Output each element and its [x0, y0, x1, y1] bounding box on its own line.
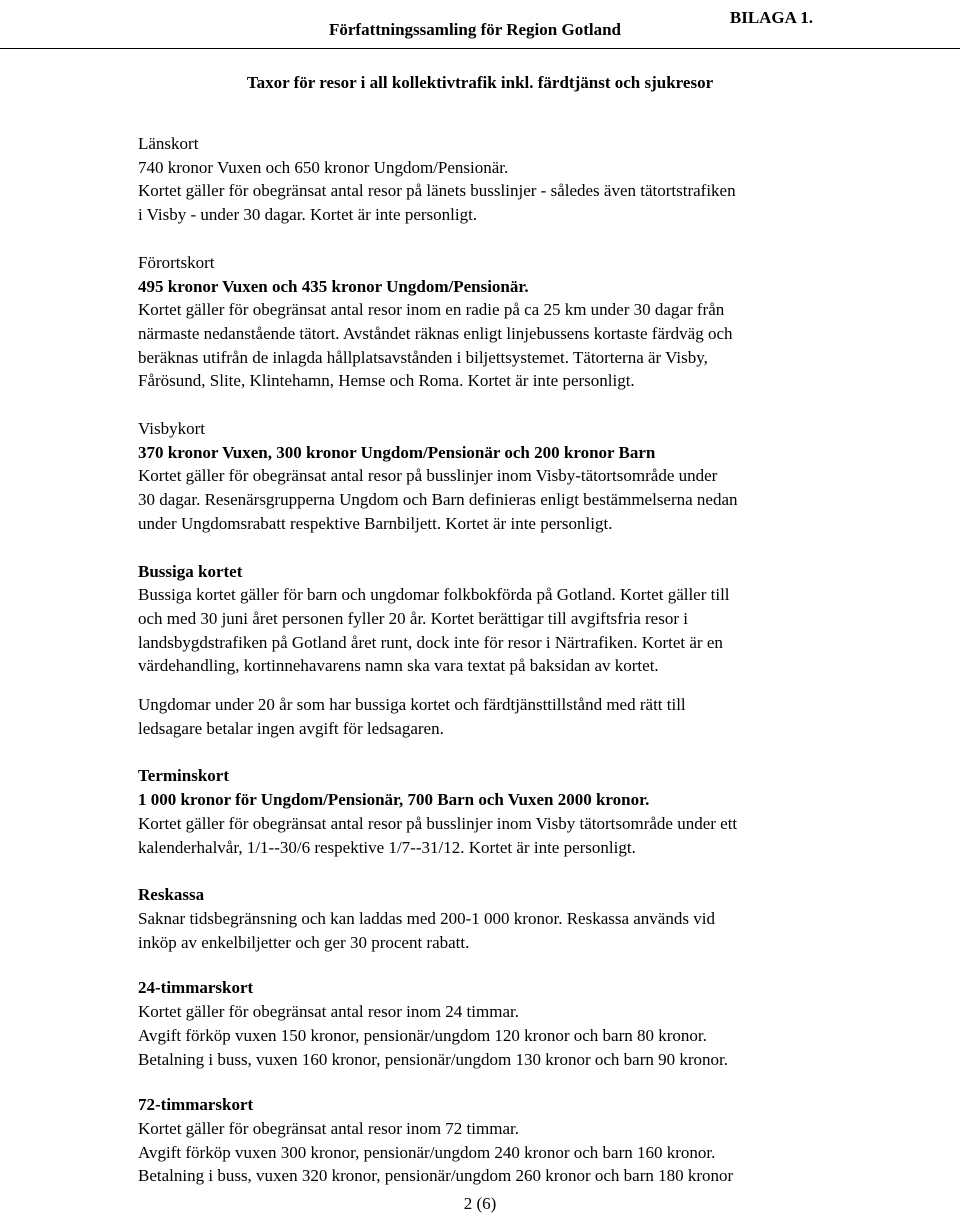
section-heading: Bussiga kortet	[138, 561, 243, 581]
section-visbykort	[138, 417, 828, 536]
page-number: 2 (6)	[463, 1194, 497, 1213]
section-subheading: 740 kronor Vuxen och 650 kronor Ungdom/Pensionär.	[138, 157, 509, 177]
section-line: beräknas utifrån de inlagda hållplatsavstånden i biljettsystemet. Tätorterna är Visby,	[138, 347, 708, 367]
section-forortskort	[138, 251, 828, 393]
section-line: Kortet gäller för obegränsat antal resor inom 72 timmar.	[138, 1118, 519, 1138]
section-line: kalenderhalvår, 1/1--30/6 respektive 1/7--31/12. Kortet är inte personligt.	[138, 837, 636, 857]
section-line: Ungdomar under 20 år som har bussiga kortet och färdtjänsttillstånd med rätt till	[138, 695, 686, 715]
section-line: ledsagare betalar ingen avgift för ledsagaren.	[138, 718, 444, 738]
section-heading: Terminskort	[138, 766, 229, 786]
section-line: Kortet gäller för obegränsat antal resor på busslinjer inom Visby tätortsområde under ett	[138, 813, 738, 833]
section-line: Fårösund, Slite, Klintehamn, Hemse och Roma. Kortet är inte personligt.	[138, 371, 635, 391]
section-line: Kortet gäller för obegränsat antal resor på busslinjer inom Visby-tätortsområde under	[138, 466, 718, 486]
section-heading: 24-timmarskort	[138, 978, 254, 998]
section-line: Avgift förköp vuxen 150 kronor, pensionär/ungdom 120 kronor och barn 80 kronor.	[138, 1025, 707, 1045]
section-subheading: 495 kronor Vuxen och 435 kronor Ungdom/Pensionär.	[138, 276, 529, 296]
section-24-timmarskort	[138, 976, 828, 1071]
section-terminskort	[138, 764, 828, 859]
section-line: inköp av enkelbiljetter och ger 30 procent rabatt.	[138, 932, 470, 952]
section-72-timmarskort	[138, 1093, 828, 1188]
section-line: Kortet gäller för obegränsat antal resor inom 24 timmar.	[138, 1002, 519, 1022]
section-heading: Länskort	[138, 134, 199, 153]
section-lanskort	[138, 132, 828, 227]
section-line: värdehandling, kortinnehavarens namn ska vara textat på baksidan av kortet.	[138, 656, 659, 676]
section-line: Avgift förköp vuxen 300 kronor, pensionär/ungdom 240 kronor och barn 160 kronor.	[138, 1142, 716, 1162]
section-line: Saknar tidsbegränsning och kan laddas med 200-1 000 kronor. Reskassa används vid	[138, 908, 715, 928]
section-bussiga-kortet-note	[138, 693, 828, 740]
section-heading: Reskassa	[138, 885, 205, 905]
section-line: i Visby - under 30 dagar. Kortet är inte personligt.	[138, 205, 478, 225]
section-bussiga-kortet	[138, 560, 828, 679]
section-line: närmaste nedanstående tätort. Avståndet räknas enligt linjebussens kortaste färdväg och	[138, 323, 733, 343]
section-line: Bussiga kortet gäller för barn och ungdomar folkbokförda på Gotland. Kortet gäller till	[138, 585, 730, 605]
section-line: under Ungdomsrabatt respektive Barnbiljett. Kortet är inte personligt.	[138, 513, 613, 533]
header-appendix-label: BILAGA 1.	[729, 8, 813, 27]
section-line: Betalning i buss, vuxen 160 kronor, pensionär/ungdom 130 kronor och barn 90 kronor.	[138, 1049, 728, 1069]
page-header	[0, 8, 960, 49]
section-reskassa	[138, 883, 828, 954]
section-line: 30 dagar. Resenärsgrupperna Ungdom och Barn definieras enligt bestämmelserna nedan	[138, 490, 738, 510]
document-body	[138, 132, 828, 1188]
section-line: Kortet gäller för obegränsat antal resor på länets busslinjer - således även tätortstrafiken	[138, 181, 736, 201]
section-line: Betalning i buss, vuxen 320 kronor, pensionär/ungdom 260 kronor och barn 180 kronor	[138, 1166, 734, 1186]
document-title: Taxor för resor i all kollektivtrafik inkl. färdtjänst och sjukresor	[246, 73, 714, 92]
section-heading: Visbykort	[138, 419, 205, 439]
section-line: Kortet gäller för obegränsat antal resor inom en radie på ca 25 km under 30 dagar från	[138, 300, 725, 320]
section-subheading: 370 kronor Vuxen, 300 kronor Ungdom/Pensionär och 200 kronor Barn	[138, 442, 656, 462]
section-line: landsbygdstrafiken på Gotland året runt, dock inte för resor i Närtrafiken. Kortet är en	[138, 632, 723, 652]
section-line: och med 30 juni året personen fyller 20 år. Kortet berättigar till avgiftsfria resor i	[138, 608, 688, 628]
section-subheading: 1 000 kronor för Ungdom/Pensionär, 700 Barn och Vuxen 2000 kronor.	[138, 790, 650, 810]
header-title: Författningssamling för Region Gotland	[329, 20, 622, 39]
section-heading: Förortskort	[138, 252, 215, 272]
section-heading: 72-timmarskort	[138, 1095, 254, 1115]
